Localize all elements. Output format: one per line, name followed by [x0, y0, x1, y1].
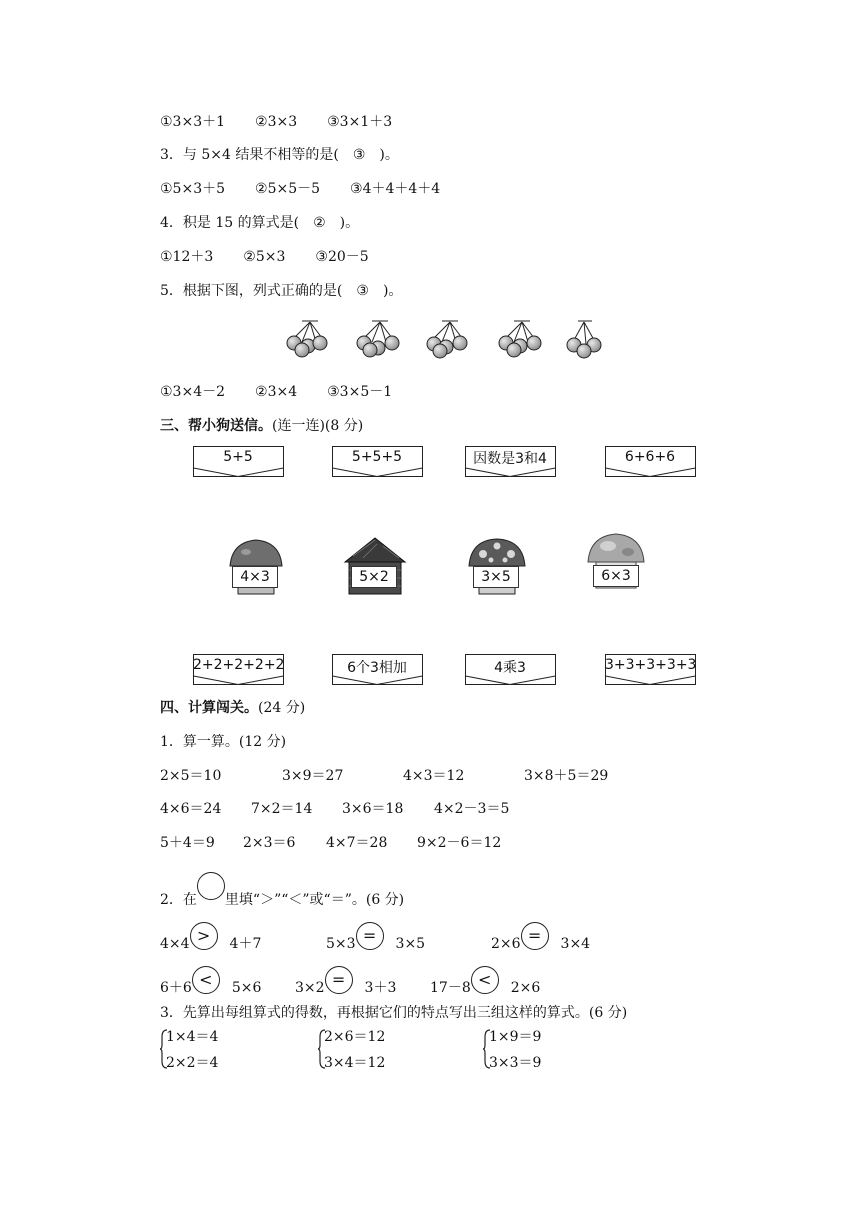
house-label: 4×3 — [232, 566, 278, 588]
compare-item: 17－8 < 2×6 — [430, 974, 540, 1002]
q4-sub3: 3．先算出每组算式的得数，再根据它们的特点写出三组这样的算式。(6 分) — [160, 1005, 628, 1021]
envelope-bottom-4[interactable] — [605, 654, 695, 684]
option: ③3×1＋3 — [327, 114, 393, 130]
envelope-label: 4乘3 — [494, 660, 526, 676]
compare-circle[interactable]: < — [471, 966, 499, 994]
envelope-top-4[interactable] — [605, 446, 695, 476]
q4-sub2: 2．在 里填“＞”“＜”或“＝”。(6 分) — [160, 880, 404, 909]
answer: ③ — [352, 147, 366, 163]
option: ①12＋3 — [160, 249, 214, 265]
answer: ② — [313, 215, 326, 231]
option: ②3×3 — [255, 114, 298, 130]
envelope-bottom-3[interactable] — [465, 654, 555, 684]
envelope-label: 2+2+2+2+2 — [193, 657, 285, 673]
envelope-label: 5+5+5 — [351, 449, 403, 465]
wooden-house-2[interactable] — [343, 536, 407, 598]
mushroom-house-1[interactable] — [224, 536, 288, 598]
q2-item2-options — [160, 113, 392, 131]
option: ①5×3＋5 — [160, 181, 226, 197]
section-3-heading: 三、帮小狗送信。(连一连)(8 分) — [160, 418, 364, 434]
section-4-heading: 四、计算闯关。(24 分) — [160, 700, 306, 716]
envelope-label: 6个3相加 — [347, 660, 407, 676]
envelope-top-3[interactable] — [465, 446, 555, 476]
q2-item5-stem: 5．根据下图，列式正确的是( ③ )。 — [160, 283, 403, 299]
compare-circle[interactable]: = — [521, 922, 549, 950]
envelope-label: 5+5 — [223, 449, 253, 465]
option: ③4＋4＋4＋4 — [350, 181, 441, 197]
envelope-top-1[interactable] — [193, 446, 283, 476]
compare-circle[interactable]: = — [356, 922, 384, 950]
cherry-group — [567, 321, 601, 358]
q2-item3-stem: 3．与 5×4 结果不相等的是( ③ )。 — [160, 147, 399, 163]
envelope-label: 6+6+6 — [624, 449, 676, 465]
compare-item: 5×3 = 3×5 — [326, 930, 425, 958]
envelope-label: 因数是3和4 — [473, 451, 547, 467]
mushroom-house-4[interactable] — [584, 530, 648, 592]
q2-item4-options — [160, 248, 369, 266]
answer: ③ — [356, 283, 369, 299]
mushroom-house-3[interactable] — [465, 536, 529, 598]
house-label: 3×5 — [473, 566, 519, 588]
house-label: 5×2 — [351, 566, 397, 588]
option: ③3×5－1 — [327, 384, 393, 400]
option: ①3×4－2 — [160, 384, 226, 400]
compare-item: 2×6 = 3×4 — [491, 930, 590, 958]
circle-icon — [197, 872, 225, 900]
envelope-label: 3+3+3+3+3 — [605, 657, 697, 673]
compare-circle[interactable]: = — [325, 966, 353, 994]
cherry-group — [287, 321, 327, 357]
cherry-group — [357, 321, 399, 357]
cherries-figure — [280, 316, 620, 362]
compare-item: 3×2 = 3＋3 — [295, 974, 396, 1002]
option: ②3×4 — [255, 384, 298, 400]
house-label: 6×3 — [593, 565, 639, 587]
cherry-group — [499, 321, 541, 357]
option: ②5×3 — [243, 249, 286, 265]
q4-sub1: 1．算一算。(12 分) — [160, 734, 287, 750]
q2-item5-options — [160, 383, 392, 401]
compare-item: 6＋6 < 5×6 — [160, 974, 261, 1002]
compare-item: 4×4 > 4＋7 — [160, 930, 261, 958]
envelope-bottom-1[interactable] — [193, 654, 283, 684]
option: ①3×3＋1 — [160, 114, 226, 130]
envelope-bottom-2[interactable] — [332, 654, 422, 684]
option: ②5×5－5 — [255, 181, 321, 197]
compare-circle[interactable]: > — [190, 922, 218, 950]
cherry-group — [427, 321, 467, 358]
q2-item3-options — [160, 180, 440, 198]
compare-circle[interactable]: < — [192, 966, 220, 994]
envelope-top-2[interactable] — [332, 446, 422, 476]
q2-item4-stem: 4．积是 15 的算式是( ② )。 — [160, 215, 360, 231]
option: ③20－5 — [315, 249, 369, 265]
